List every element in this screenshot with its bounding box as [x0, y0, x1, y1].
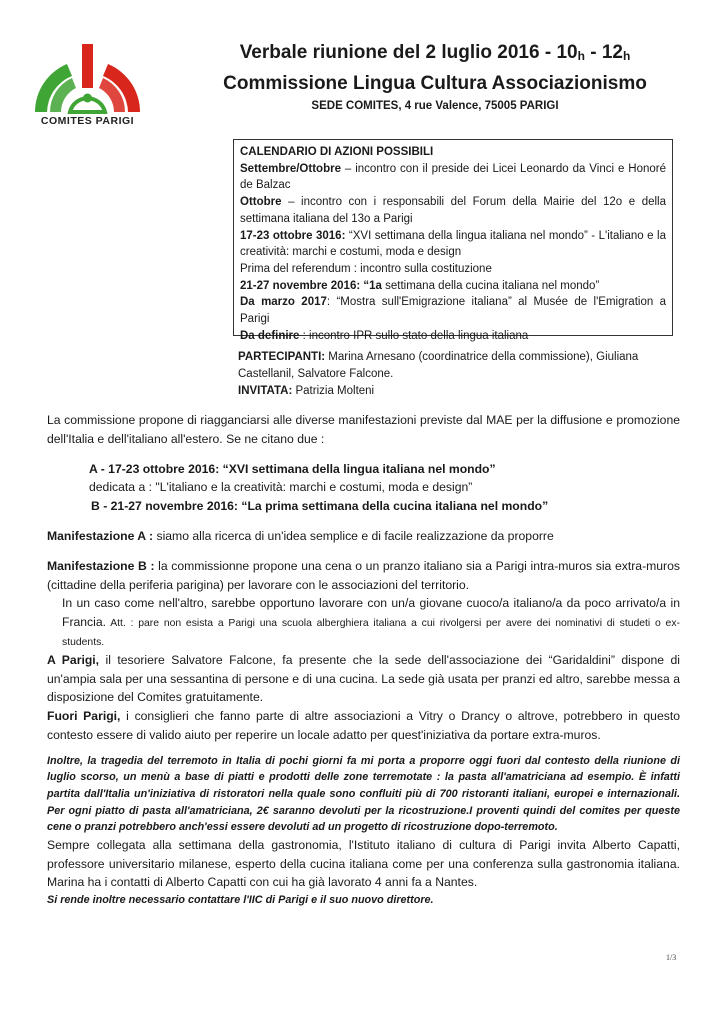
manifestazione-b: Manifestazione B : la commissionne propone una cena o un pranzo italiano sia a Parigi intra-muros sia extra-muros (cittadine della periferia parigina) per lavorare con le associazioni del territorio.	[47, 558, 680, 592]
final-note: Si rende inoltre necessario contattare l'IIC di Parigi e il suo nuovo direttore.	[47, 894, 434, 907]
comites-logo	[30, 40, 145, 135]
intro-paragraph: La commissione propone di riagganciarsi alle diverse manifestazioni previste dal MAE per la diffusione e promozione dell'Italia e dell'italiano all'estero. Se ne citano due :	[47, 413, 680, 446]
calendar-box	[233, 139, 673, 342]
calendar-item: Prima del referendum : incontro sulla costituzione	[240, 262, 492, 275]
calendar-item: Ottobre – incontro con i responsabili del Forum della Mairie del 12o e della settimana italiana del 13o a Parigi	[240, 196, 666, 225]
page-title	[200, 40, 670, 69]
manifestazione-a: Manifestazione A : siamo alla ricerca di un'idea semplice e di facile realizzazione da proporre	[47, 528, 554, 543]
manifestazione-b-detail: In un caso come nell'altro, sarebbe opportuno lavorare con un/a giovane cuoco/a italiano/a da poco arrivato/a in Francia. Att. : pare non esista a Parigi una scuola alberghiera italiana a cui rivolgersi per avere dei nominativi di studeti o ex-students.	[62, 596, 680, 648]
gastronomia-paragraph: Sempre collegata alla settimana della gastronomia, l'Istituto italiano di cultura di Parigi invita Alberto Capatti, professore universitario milanese, esperto della cucina italiana come per una conferenza sulla gastronomia italiana. Marina ha i contatti di Alberto Capatti con cui ha già lavorato 4 anni fa a Nantes.	[47, 837, 680, 890]
fuori-parigi-paragraph: Fuori Parigi, i consiglieri che fanno parte di altre associazioni a Vitry o Drancy o altrove, potrebbero in questo contesto essere di valido aiuto per reperire un locale adatto per quest'iniziativa da portare extra-muros.	[47, 709, 680, 742]
participants-line: PARTECIPANTI: Marina Arnesano (coordinatrice della commissione), Giuliana Castellanil, Salvatore Falcone.	[238, 351, 639, 380]
title-text-end: - 12	[584, 42, 623, 63]
invited-line: INVITATA: Patrizia Molteni	[238, 385, 375, 397]
calendar-item: Da definire : incontro IPR sullo stato della lingua italiana	[240, 329, 529, 342]
logo-label: COMITES PARIGI	[40, 115, 135, 127]
event-b: B - 21-27 novembre 2016: “La prima settimana della cucina italiana nel mondo”	[91, 499, 549, 514]
event-a: A - 17-23 ottobre 2016: “XVI settimana della lingua italiana nel mondo”	[89, 461, 496, 476]
document-body	[47, 411, 680, 909]
calendar-item: Settembre/Ottobre – incontro con il preside dei Licei Leonardo da Vinci e Honoré de Balzac	[240, 162, 666, 192]
title-hour-suffix: h	[577, 49, 585, 63]
terremoto-paragraph: Inoltre, la tragedia del terremoto in Italia di pochi giorni fa mi porta a proporre oggi fuori dal contesto della riunione di luglio scorso, un menù a base di piatti e prodotti delle zone terremotate : la pasta all'amatriciana ad esempio. È infatti partita dall'Italia un'iniziativa di ristoratori nella quale sono confluiti più di 700 ristoranti italiani, europei e internazionali. Per ogni piatto di pasta all'amatriciana, 2€ saranno devoluti per la ricostruzione.I proventi quindi del comites per queste cene o pranzi potrebbero anch'essi essere devoluti ad un progetto di ricostruzione dopo-terremoto.	[47, 754, 680, 834]
calendar-item: 21-27 novembre 2016: “1a settimana della cucina italiana nel mondo”	[240, 279, 600, 292]
address: SEDE COMITES, 4 rue Valence, 75005 PARIGI	[311, 100, 559, 112]
participants-block	[238, 349, 678, 400]
event-a-subtitle: dedicata a : "L'italiano e la creatività: marchi e costumi, moda e design”	[89, 480, 473, 495]
parigi-paragraph: A Parigi, il tesoriere Salvatore Falcone, fa presente che la sede dell'associazione dei “Garidaldini” dispone di un'ampia sala per una sessantina di persone e di una cucina. La sede già usata per pranzi ed altro, sarebbe messa a disposizione del Comites gratuitamente.	[47, 652, 680, 705]
calendar-item: Da marzo 2017: “Mostra sull'Emigrazione italiana” al Musée de l'Emigration a Parigi	[240, 296, 666, 326]
commission-title: Commissione Lingua Cultura Associazionismo	[223, 73, 647, 94]
document-header	[200, 40, 670, 114]
comites-emblem-icon	[30, 40, 145, 118]
title-text: Verbale riunione del 2 luglio 2016 - 10	[239, 42, 578, 63]
calendar-item: 17-23 ottobre 3016: “XVI settimana della lingua italiana nel mondo” - L'italiano e la creatività: marchi e costumi, moda e design	[240, 229, 666, 259]
title-hour-suffix-end: h	[622, 49, 631, 63]
page-number: 1/3	[666, 953, 677, 962]
calendar-heading: CALENDARIO DI AZIONI POSSIBILI	[240, 146, 434, 158]
